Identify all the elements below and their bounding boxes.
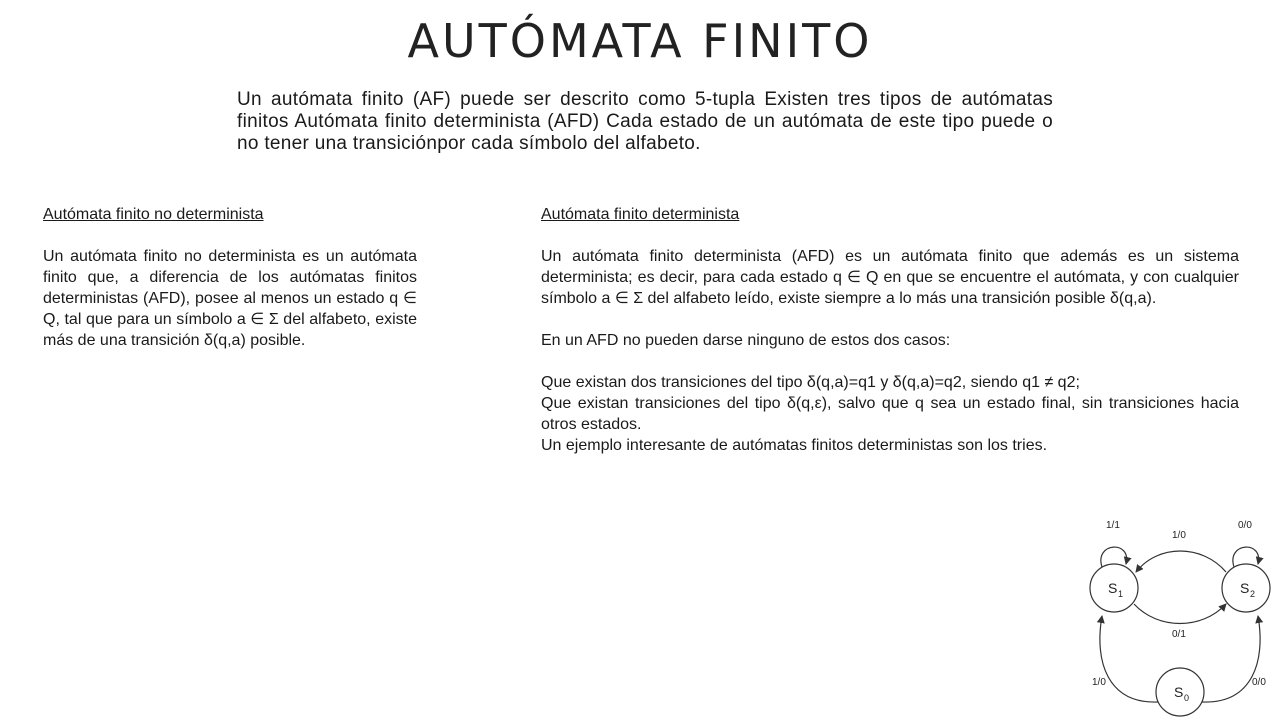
state-s2-label: S [1240,580,1250,596]
state-s2-sub: 2 [1250,589,1256,599]
label-s0-to-s2: 0/0 [1252,677,1266,688]
state-s1-sub: 1 [1118,589,1124,599]
label-s2-loop: 0/0 [1238,520,1252,531]
label-s1-loop: 1/1 [1106,520,1120,531]
section-body: Un autómata finito no determinista es un autómata finito que, a diferencia de los autómatas finitos deterministas (AFD), posee al menos un estado q ∈ Q, tal que para un símbolo a ∈ Σ del alfabeto, existe más de una transición δ(q,a) posible. [43,248,417,349]
nondeterministic-section [43,204,417,351]
state-s0 [1156,668,1204,716]
afd-case-2: Que existan transiciones del tipo δ(q,ε), salvo que q sea un estado final, sin transiciones hacia otros estados. [541,395,1239,433]
section-heading: Autómata finito no determinista [43,206,264,223]
label-s0-to-s1: 1/0 [1092,677,1106,688]
transition-s1-to-s2 [1134,604,1226,624]
transition-s0-to-s2 [1202,616,1260,702]
afd-definition: Un autómata finito determinista (AFD) es un autómata finito que además es un sistema determinista; es decir, para cada estado q ∈ Q en que se encuentre el autómata, y con cualquier símbolo a ∈ Σ del alfabeto leído, existe siempre a lo más una transición posible δ(q,a). [541,248,1239,307]
intro-paragraph: Un autómata finito (AF) puede ser descrito como 5-tupla Existen tres tipos de autómatas finitos Autómata finito determinista (AFD) Cada estado de un autómata de este tipo puede o no tener una transiciónpor cada símbolo del alfabeto. [237,89,1053,154]
state-s2 [1222,564,1270,612]
state-s0-sub: 0 [1184,693,1190,703]
label-s1-to-s2: 0/1 [1172,629,1186,640]
transition-s0-to-s1 [1100,616,1158,702]
transition-s2-to-s1 [1136,551,1226,572]
page-title: AUTÓMATA FINITO [407,14,873,68]
state-diagram [1080,512,1280,720]
section-heading: Autómata finito determinista [541,206,740,223]
afd-example: Un ejemplo interesante de autómatas finitos deterministas son los tries. [541,437,1048,454]
state-s0-label: S [1174,684,1184,700]
deterministic-section [541,204,1239,456]
state-s1-label: S [1108,580,1118,596]
state-s1 [1090,564,1138,612]
label-s2-to-s1: 1/0 [1172,530,1186,541]
afd-case-1: Que existan dos transiciones del tipo δ(q,a)=q1 y δ(q,a)=q2, siendo q1 ≠ q2; [541,374,1080,391]
afd-cases-intro: En un AFD no pueden darse ninguno de estos dos casos: [541,332,951,349]
